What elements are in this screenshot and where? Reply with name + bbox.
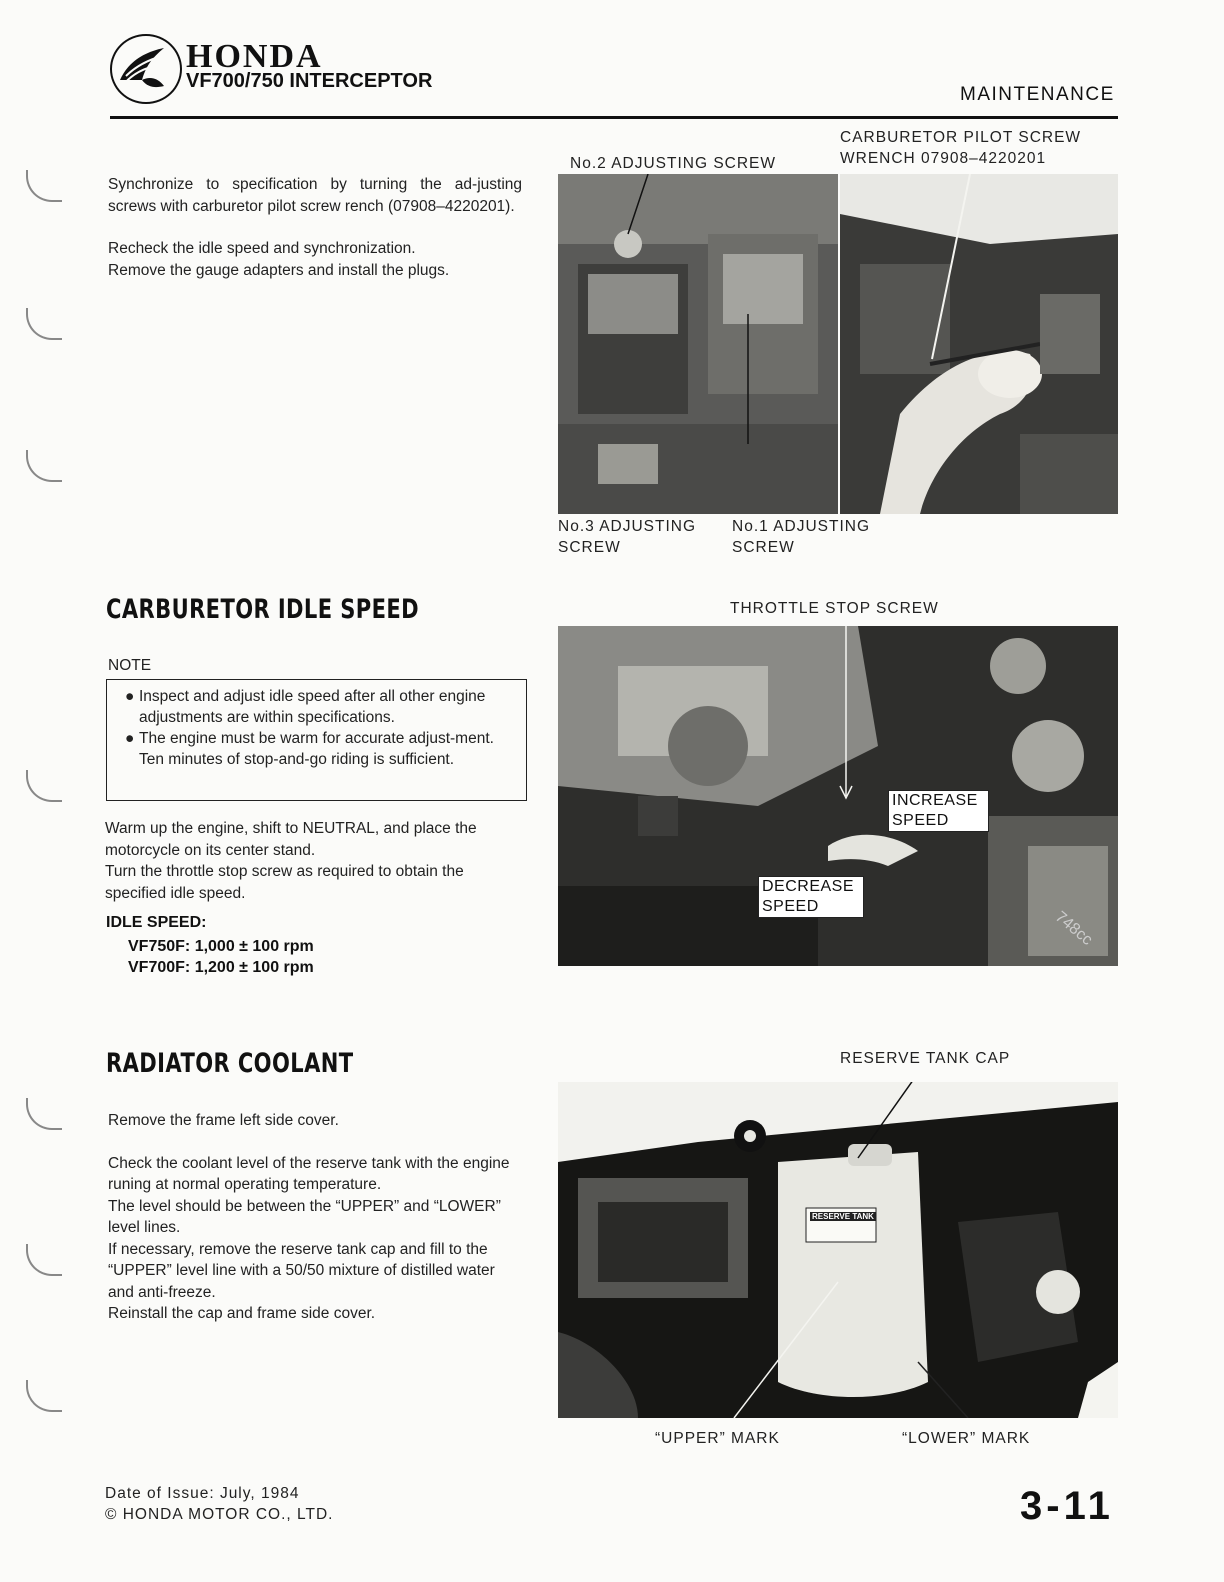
- callout-no1-line2: SCREW: [732, 539, 795, 556]
- binder-hole: [26, 170, 62, 202]
- callout-no3-line1: No.3 ADJUSTING: [558, 518, 697, 535]
- idle-paragraph: Turn the throttle stop screw as required to obtain the specified idle speed.: [105, 863, 464, 902]
- tank-label: RESERVE TANK: [812, 1212, 874, 1221]
- photo-pilot-screw-wrench: [840, 174, 1118, 514]
- idle-spec-vf750f: VF750F: 1,000 ± 100 rpm: [128, 938, 314, 955]
- callout-no1-line1: No.1 ADJUSTING: [732, 518, 871, 535]
- callout-no3-line2: SCREW: [558, 539, 621, 556]
- callout-lower-mark: “LOWER” MARK: [902, 1430, 1031, 1447]
- coolant-paragraph: Check the coolant level of the reserve tank with the engine runing at normal operating temperature.: [108, 1154, 510, 1193]
- label-increase-speed: INCREASE SPEED: [888, 790, 989, 832]
- binder-hole: [26, 770, 62, 802]
- binder-hole: [26, 308, 62, 340]
- sync-paragraph: Remove the gauge adapters and install the plugs.: [108, 261, 450, 279]
- note-label: NOTE: [108, 657, 152, 674]
- heading-idle-speed: CARBURETOR IDLE SPEED: [106, 594, 420, 625]
- model-title: VF700/750 INTERCEPTOR: [186, 70, 433, 92]
- honda-wing-logo: [110, 34, 182, 104]
- coolant-paragraph: The level should be between the “UPPER” and “LOWER” level lines.: [108, 1197, 501, 1236]
- brand-name: HONDA: [186, 38, 323, 75]
- bullet-icon: ●: [125, 688, 135, 705]
- binder-hole: [26, 450, 62, 482]
- coolant-paragraph: Reinstall the cap and frame side cover.: [108, 1305, 376, 1322]
- footer: [105, 1483, 333, 1525]
- engine-displacement-badge: 748cc: [1051, 908, 1096, 949]
- page-number: 3-11: [1020, 1484, 1114, 1528]
- callout-reserve-tank-cap: RESERVE TANK CAP: [840, 1050, 1011, 1067]
- callout-no2-screw: No.2 ADJUSTING SCREW: [570, 155, 777, 172]
- sync-paragraph: Synchronize to specification by turning the ad-justing screws with carburetor pilot screw rench (07908–4220201).: [108, 176, 522, 215]
- issue-date: Date of Issue: July, 1984: [105, 1485, 300, 1502]
- photo-reserve-tank: [558, 1082, 1118, 1418]
- section-label: MAINTENANCE: [960, 84, 1115, 105]
- idle-spec-vf700f: VF700F: 1,200 ± 100 rpm: [128, 959, 314, 976]
- label-decrease-speed: DECREASE SPEED: [758, 876, 864, 918]
- callout-wrench-line2: WRENCH 07908–4220201: [840, 150, 1047, 167]
- heading-radiator-coolant: RADIATOR COOLANT: [106, 1048, 354, 1079]
- wing-icon: [112, 36, 180, 102]
- binder-hole: [26, 1244, 62, 1276]
- note-box: [106, 679, 527, 801]
- note-item: ● Inspect and adjust idle speed after all other engine adjustments are within specifications.: [125, 688, 486, 726]
- idle-paragraph: Warm up the engine, shift to NEUTRAL, and place the motorcycle on its center stand.: [105, 820, 477, 859]
- copyright: © HONDA MOTOR CO., LTD.: [105, 1506, 334, 1523]
- binder-hole: [26, 1380, 62, 1412]
- callout-throttle-stop: THROTTLE STOP SCREW: [730, 600, 939, 617]
- coolant-paragraph: Remove the frame left side cover.: [108, 1112, 339, 1129]
- idle-spec-title: IDLE SPEED:: [106, 914, 207, 931]
- coolant-paragraph: If necessary, remove the reserve tank cap and fill to the “UPPER” level line with a 50/50 mixture of distilled water and anti-freeze.: [108, 1240, 495, 1301]
- callout-wrench-line1: CARBURETOR PILOT SCREW: [840, 129, 1082, 146]
- callout-upper-mark: “UPPER” MARK: [655, 1430, 780, 1447]
- sync-instructions: [108, 174, 522, 281]
- idle-instructions: [105, 818, 523, 904]
- photo-carburetor-screws: [558, 174, 838, 514]
- header-rule: [110, 116, 1118, 119]
- binder-hole: [26, 1098, 62, 1130]
- sync-paragraph: Recheck the idle speed and synchronization.: [108, 240, 416, 257]
- coolant-instructions: [108, 1110, 522, 1325]
- note-item: ● The engine must be warm for accurate adjust-ment. Ten minutes of stop-and-go riding is sufficient.: [125, 730, 494, 768]
- bullet-icon: ●: [125, 730, 135, 747]
